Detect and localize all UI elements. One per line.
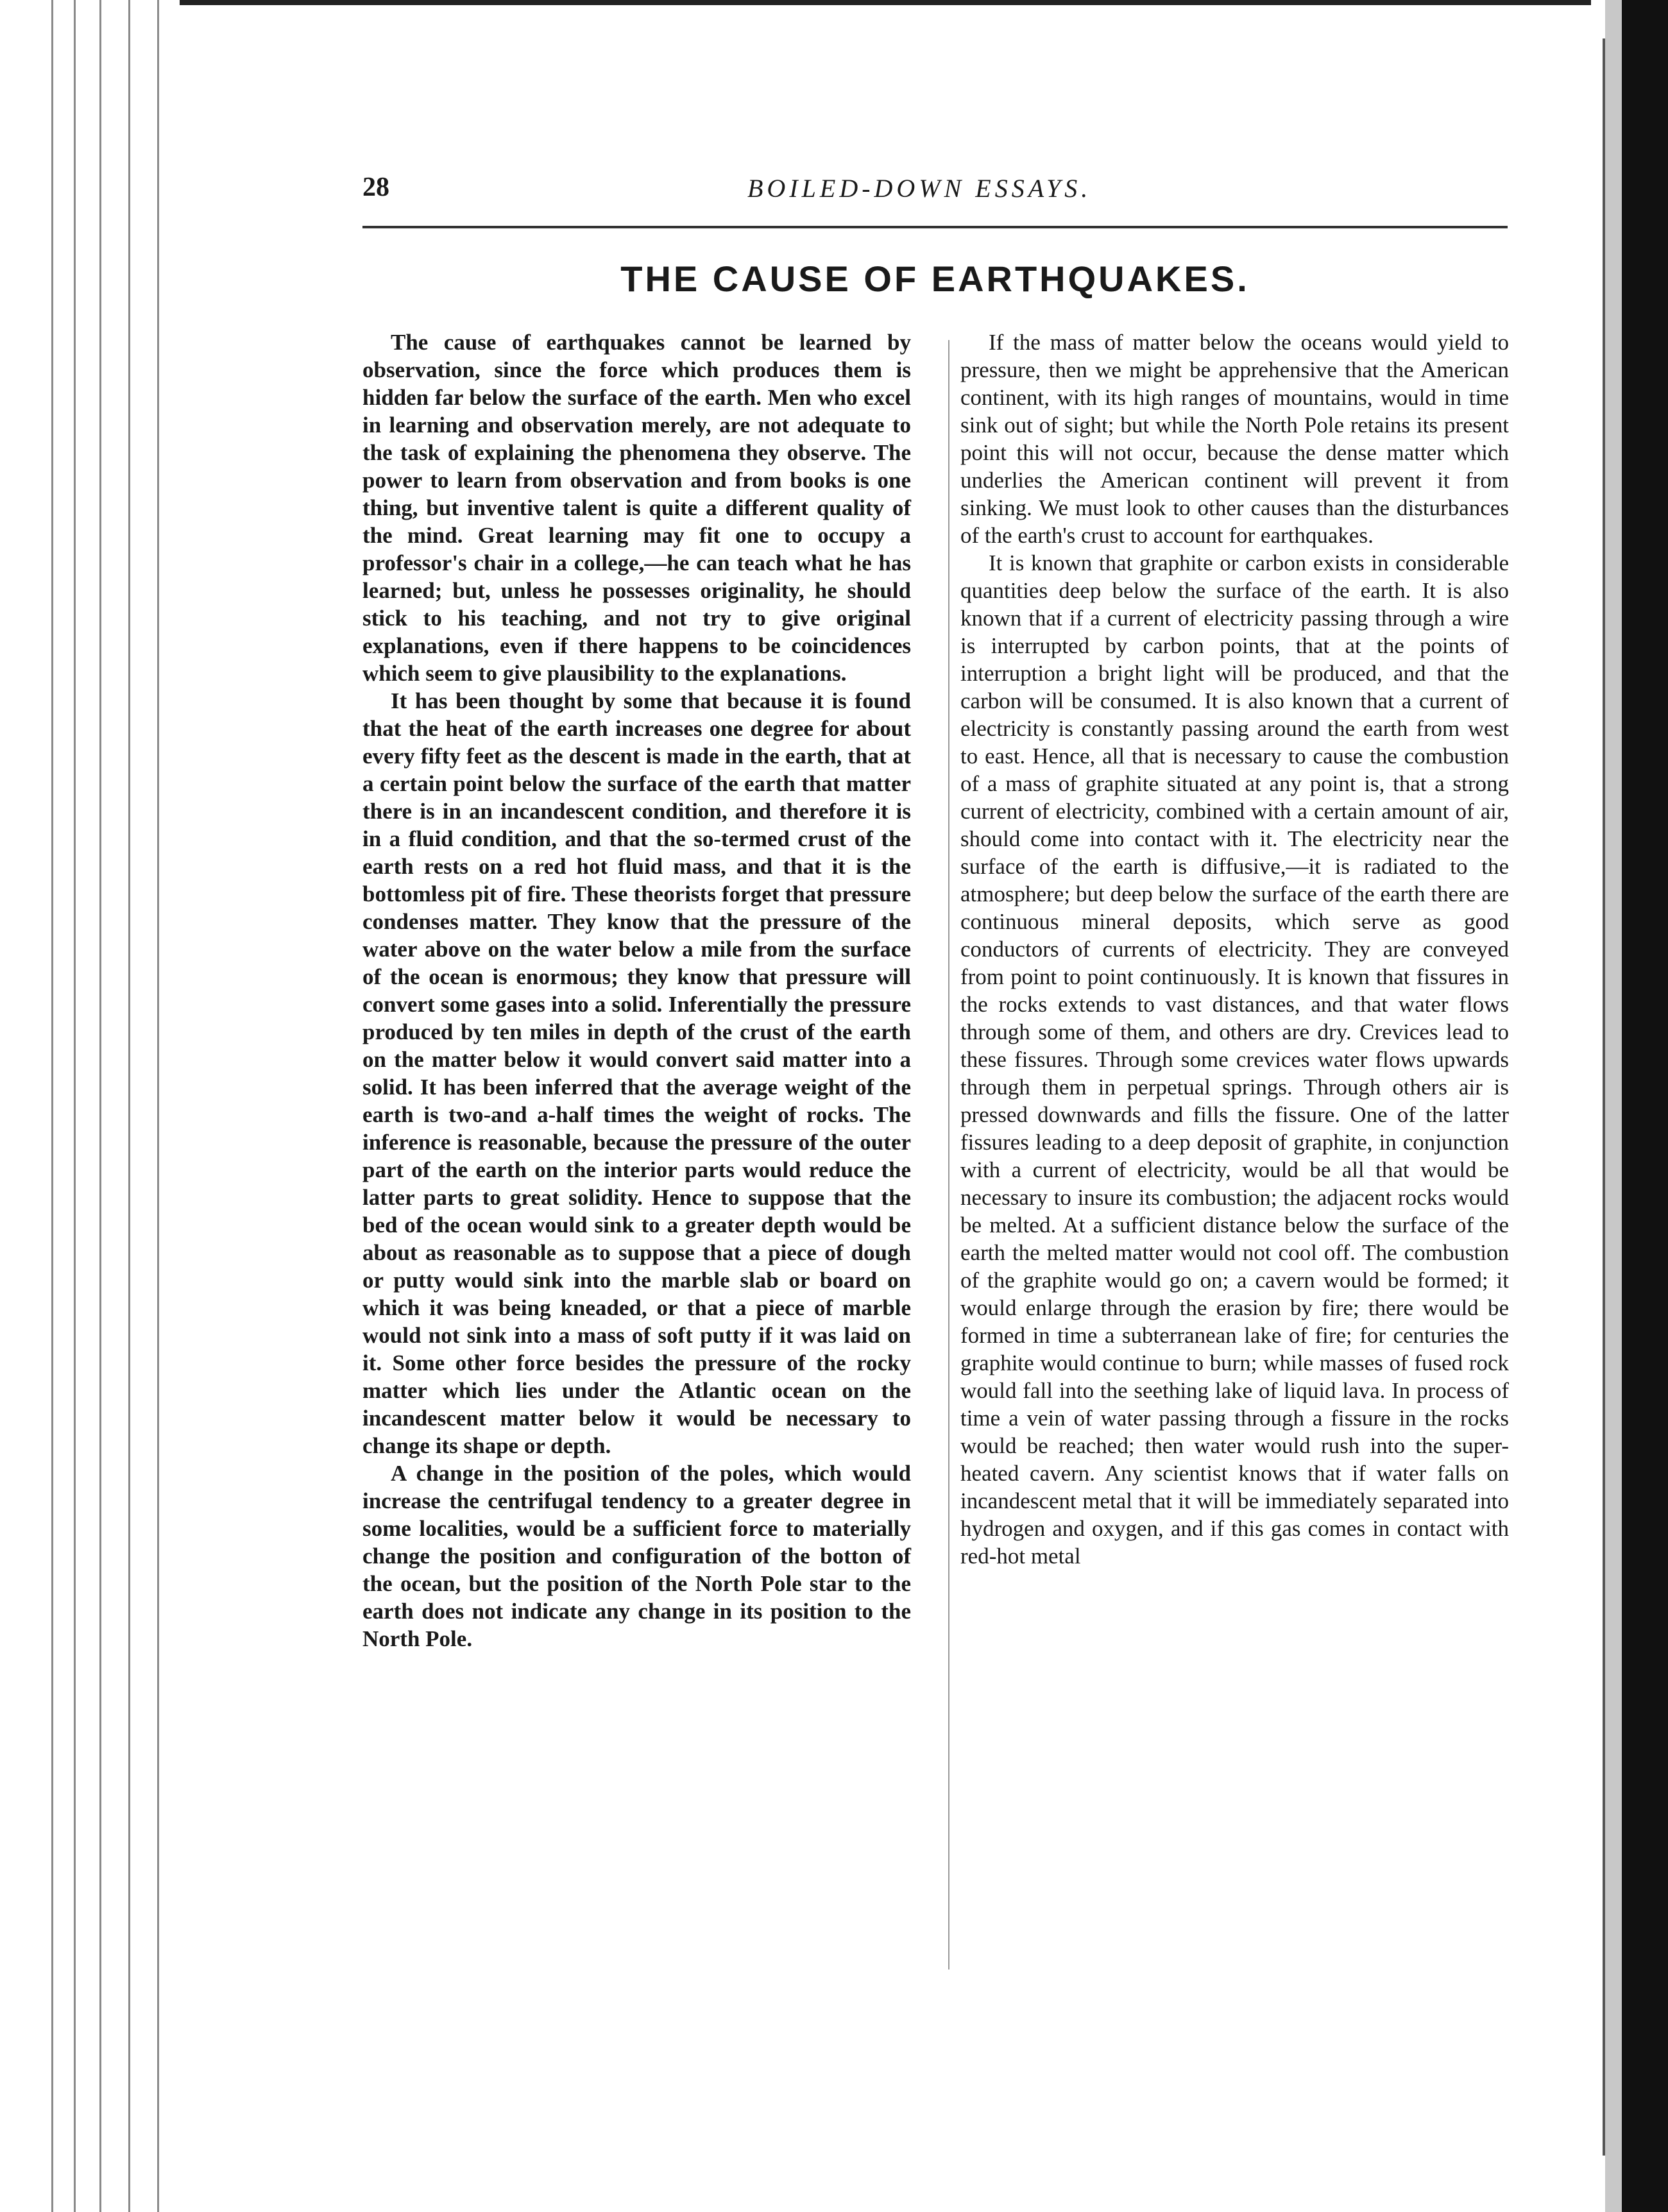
page-edge-line	[157, 0, 159, 2212]
paragraph: It is known that graphite or carbon exists in considerable quantities deep below the surface of the earth. It is also known that if a current of electricity passing through a wire is interrupted by carbon points, that at the points of interruption a bright light will be produced, and that the carbon will be consumed. It is also known that a current of electricity is constantly passing around the earth from west to east. Hence, all that is necessary to cause the combustion of a mass of graphite situated at any point is, that a strong current of electricity, combined with a certain amount of air, should come into contact with it. The electricity near the surface of the earth is diffusive,—it is radiated to the atmosphere; but deep below the surface of the earth there are continuous mineral deposits, which serve as good conductors of currents of electricity. They are conveyed from point to point continuously. It is known that fissures in the rocks extends to vast distances, and that water flows through some of them, and others are dry. Crevices lead to these fissures. Through some crevices water flows upwards through them in perpetual springs. Through others air is pressed downwards and fills the fissure. One of the latter fissures leading to a deep deposit of graphite, in conjunction with a current of electricity, would be all that would be necessary to insure its combustion; the adjacent rocks would be melted. At a sufficient distance below the surface of the earth the melted matter would not cool off. The combustion of the graphite would go on; a cavern would be formed; it would enlarge through the erasion by fire; there would be formed in time a subterranean lake of fire; for centuries the graphite would continue to burn; while masses of fused rock would fall into the seething lake of liquid lava. In process of time a vein of water passing through a fissure in the rocks would be reached; then water would rush into the super-heated cavern. Any scientist knows that if water falls on incandescent metal that it will be immediately separated into hydrogen and oxygen, and if this gas comes in contact with red-hot metal	[960, 550, 1509, 1569]
scan-dark-border	[1622, 0, 1668, 2212]
page-number: 28	[362, 173, 389, 202]
paragraph: A change in the position of the poles, which would increase the centrifugal tendency to a greater degree in some localities, would be a sufficient force to materially change the position and configuration of the botton of the ocean, but the position of the North Pole star to the earth does not indicate any change in its position to the North Pole.	[362, 1461, 911, 1651]
page-edge-line	[99, 0, 101, 2212]
running-head	[362, 172, 1508, 210]
left-column	[362, 328, 911, 1653]
scan-margin-shadow	[1605, 0, 1622, 2212]
paragraph: If the mass of matter below the oceans would yield to pressure, then we might be apprehensive that the American continent, with its high ranges of mountains, would in time sink out of sight; but while the North Pole retains its present point this will not occur, because the dense matter which underlies the American continent will prevent it from sinking. We must look to other causes than the disturbances of the earth's crust to account for earthquakes.	[960, 330, 1509, 548]
page-edge-line	[128, 0, 130, 2212]
paragraph: It has been thought by some that because it is found that the heat of the earth increases one degree for about every fifty feet as the descent is made in the earth, that at a certain point below the surface of the earth that matter there is in an incandescent condition, and therefore it is in a fluid condition, and that the so-termed crust of the earth rests on a red hot fluid mass, and that it is the bottomless pit of fire. These theorists forget that pressure condenses matter. They know that the pressure of the water above on the water below a mile from the surface of the ocean is enormous; they know that pressure will convert some gases into a solid. Inferentially the pressure produced by ten miles in depth of the crust of the earth on the matter below it would convert said matter into a solid. It has been inferred that the average weight of the earth is two-and a-half times the weight of rocks. The inference is reasonable, because the pressure of the outer part of the earth on the interior parts would reduce the latter parts to great solidity. Hence to suppose that the bed of the ocean would sink to a greater depth would be about as reasonable as to suppose that a piece of dough or putty would sink into the marble slab or board on which it was being kneaded, or that a piece of marble would not sink into a mass of soft putty if it was laid on it. Some other force besides the pressure of the rocky matter which lies under the Atlantic ocean on the incandescent matter below it would be necessary to change its shape or depth.	[362, 688, 911, 1458]
column-divider	[948, 340, 949, 1970]
article-title: THE CAUSE OF EARTHQUAKES.	[620, 259, 1250, 299]
header-rule	[362, 226, 1508, 228]
right-column	[960, 328, 1509, 1570]
page-edge-line	[51, 0, 53, 2212]
paragraph: The cause of earthquakes cannot be learned by observation, since the force which produces them is hidden far below the surface of the earth. Men who excel in learning and observation merely, are not adequate to the task of explaining the phenomena they observe. The power to learn from observation and from books is one thing, but inventive talent is quite a different quality of the mind. Great learning may fit one to occupy a professor's chair in a college,—he can teach what he has learned; but, unless he possesses originality, he should stick to his teaching, and not try to give original explanations, even if there happens to be coincidences which seem to give plausibility to the explanations.	[362, 330, 911, 686]
running-title: BOILED-DOWN ESSAYS.	[747, 174, 1092, 203]
scan-top-edge	[180, 0, 1591, 5]
book-page-edges	[38, 0, 167, 2212]
page-edge-line	[74, 0, 76, 2212]
